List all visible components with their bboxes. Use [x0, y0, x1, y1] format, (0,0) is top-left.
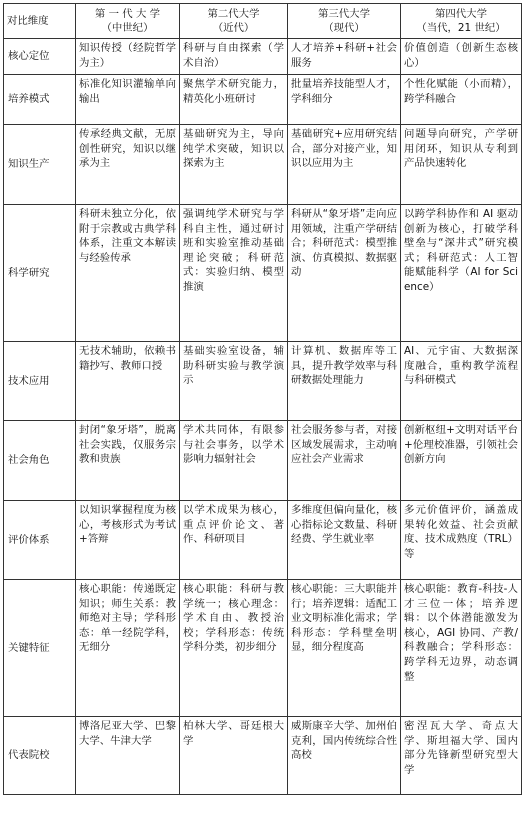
- table-cell: 基础实验室设备，辅助科研实验与教学演示: [180, 342, 288, 421]
- row-label: 关键特征: [4, 580, 76, 717]
- column-header-title: 第二代大学: [207, 8, 260, 20]
- table-cell: 无技术辅助，依赖书籍抄写、教师口授: [76, 342, 180, 421]
- table-cell: 柏林大学、哥廷根大学: [180, 717, 288, 795]
- table-row-knowledge-production: [4, 125, 522, 205]
- column-header-title: 第四代大学: [435, 8, 487, 20]
- table-cell: 知识传授（经院哲学为主）: [76, 39, 180, 75]
- table-row-training-mode: [4, 75, 522, 125]
- table-row-core-positioning: [4, 39, 522, 75]
- column-header-gen2: [180, 4, 288, 39]
- table-cell: 核心职能：传递既定知识；师生关系：教师绝对主导；学科形态：单一经院学科，无细分: [76, 580, 180, 717]
- table-cell: 批量培养技能型人才，学科细分: [288, 75, 401, 125]
- table-cell: 人才培养+科研+社会服务: [288, 39, 401, 75]
- row-label: 技术应用: [4, 342, 76, 421]
- table-cell: 以跨学科协作和 AI 驱动创新为核心，打破学科壁垒与“深井式”研究模式；科研范式：人工智能赋能科学（AI for Science）: [401, 205, 522, 342]
- column-header-gen1: [76, 4, 180, 39]
- table-row-key-features: [4, 580, 522, 717]
- table-cell: 学术共同体，有限参与社会事务，以学术影响力辐射社会: [180, 421, 288, 501]
- column-header-gen4: [401, 4, 522, 39]
- table-cell: 计算机、数据库等工具，提升教学效率与科研数据处理能力: [288, 342, 401, 421]
- column-header-gen3: [288, 4, 401, 39]
- column-header-period: （当代，21 世纪）: [416, 22, 506, 34]
- table-cell: 社会服务参与者，对接区域发展需求，主动响应社会产业需求: [288, 421, 401, 501]
- row-label: 核心定位: [4, 39, 76, 75]
- table-cell: 标准化知识灌输单向输出: [76, 75, 180, 125]
- table-cell: 科研未独立分化，依附于宗教或古典学科体系，注重文本解读与经验传承: [76, 205, 180, 342]
- table-cell: 科研与自由探索（学术自治）: [180, 39, 288, 75]
- table-cell: 创新枢纽+文明对话平台+伦理校准器，引领社会创新方向: [401, 421, 522, 501]
- table-cell: 传承经典文献，无原创性研究，知识以继承为主: [76, 125, 180, 205]
- row-label: 知识生产: [4, 125, 76, 205]
- table-cell: 威斯康辛大学、加州伯克利，国内传统综合性高校: [288, 717, 401, 795]
- table-cell: 以学术成果为核心，重点评价论文、著作、科研项目: [180, 501, 288, 580]
- table-row-scientific-research: [4, 205, 522, 342]
- table-cell: 基础研究+应用研究结合，部分对接产业，知识以应用为主: [288, 125, 401, 205]
- table-cell: 问题导向研究，产学研用闭环，知识从专利到产品快速转化: [401, 125, 522, 205]
- comparison-table: [3, 3, 522, 795]
- table-cell: 核心职能：三大职能并行；培养逻辑：适配工业文明标准化需求；学科形态：学科壁垒明显，细分程度高: [288, 580, 401, 717]
- table-cell: 核心职能：科研与教学统一；核心理念：学术自由、教授治校；学科形态：传统学科分类，初步细分: [180, 580, 288, 717]
- table-cell: 多维度但偏向量化，核心指标论文数量、科研经费、学生就业率: [288, 501, 401, 580]
- row-label: 科学研究: [4, 205, 76, 342]
- table-cell: 博洛尼亚大学、巴黎大学、牛津大学: [76, 717, 180, 795]
- row-label: 培养模式: [4, 75, 76, 125]
- corner-header: 对比维度: [4, 4, 76, 39]
- table-cell: 封闭“象牙塔”，脱离社会实践，仅服务宗教和贵族: [76, 421, 180, 501]
- table-cell: AI、元宇宙、大数据深度融合，重构教学流程与科研模式: [401, 342, 522, 421]
- table-row-representative-universities: [4, 717, 522, 795]
- row-label: 评价体系: [4, 501, 76, 580]
- header-row: [4, 4, 522, 39]
- table-row-technology-application: [4, 342, 522, 421]
- table-cell: 核心职能：教育-科技-人才三位一体；培养逻辑：以个体潜能激发为核心，AGI 协同、产教/科教融合；学科形态：跨学科无边界，动态调整: [401, 580, 522, 717]
- table-cell: 基础研究为主，导向纯学术突破，知识以探索为主: [180, 125, 288, 205]
- table-cell: 价值创造（创新生态核心）: [401, 39, 522, 75]
- table-cell: 强调纯学术研究与学科自主性，通过研讨班和实验室推动基础理论突破；科研范式：实验归纳、模型推演: [180, 205, 288, 342]
- row-label: 社会角色: [4, 421, 76, 501]
- row-label: 代表院校: [4, 717, 76, 795]
- column-header-period: （近代）: [212, 22, 255, 34]
- table-cell: 多元价值评价，涵盖成果转化效益、社会贡献度、技术成熟度（TRL）等: [401, 501, 522, 580]
- column-header-title: 第三代大学: [318, 8, 370, 20]
- table-cell: 以知识掌握程度为核心，考核形式为考试+答辩: [76, 501, 180, 580]
- column-header-period: （中世纪）: [101, 22, 154, 34]
- table-row-social-role: [4, 421, 522, 501]
- table-row-evaluation-system: [4, 501, 522, 580]
- table-cell: 科研从“象牙塔”走向应用领域，注重产学研结合；科研范式：模型推演、仿真模拟、数据驱动: [288, 205, 401, 342]
- table-cell: 密涅瓦大学、奇点大学、斯坦福大学、国内部分先锋新型研究型大学: [401, 717, 522, 795]
- column-header-period: （现代）: [323, 22, 365, 34]
- table-cell: 个性化赋能（小而精），跨学科融合: [401, 75, 522, 125]
- column-header-title: 第 一 代 大 学: [94, 8, 161, 20]
- table-cell: 聚焦学术研究能力，精英化小班研讨: [180, 75, 288, 125]
